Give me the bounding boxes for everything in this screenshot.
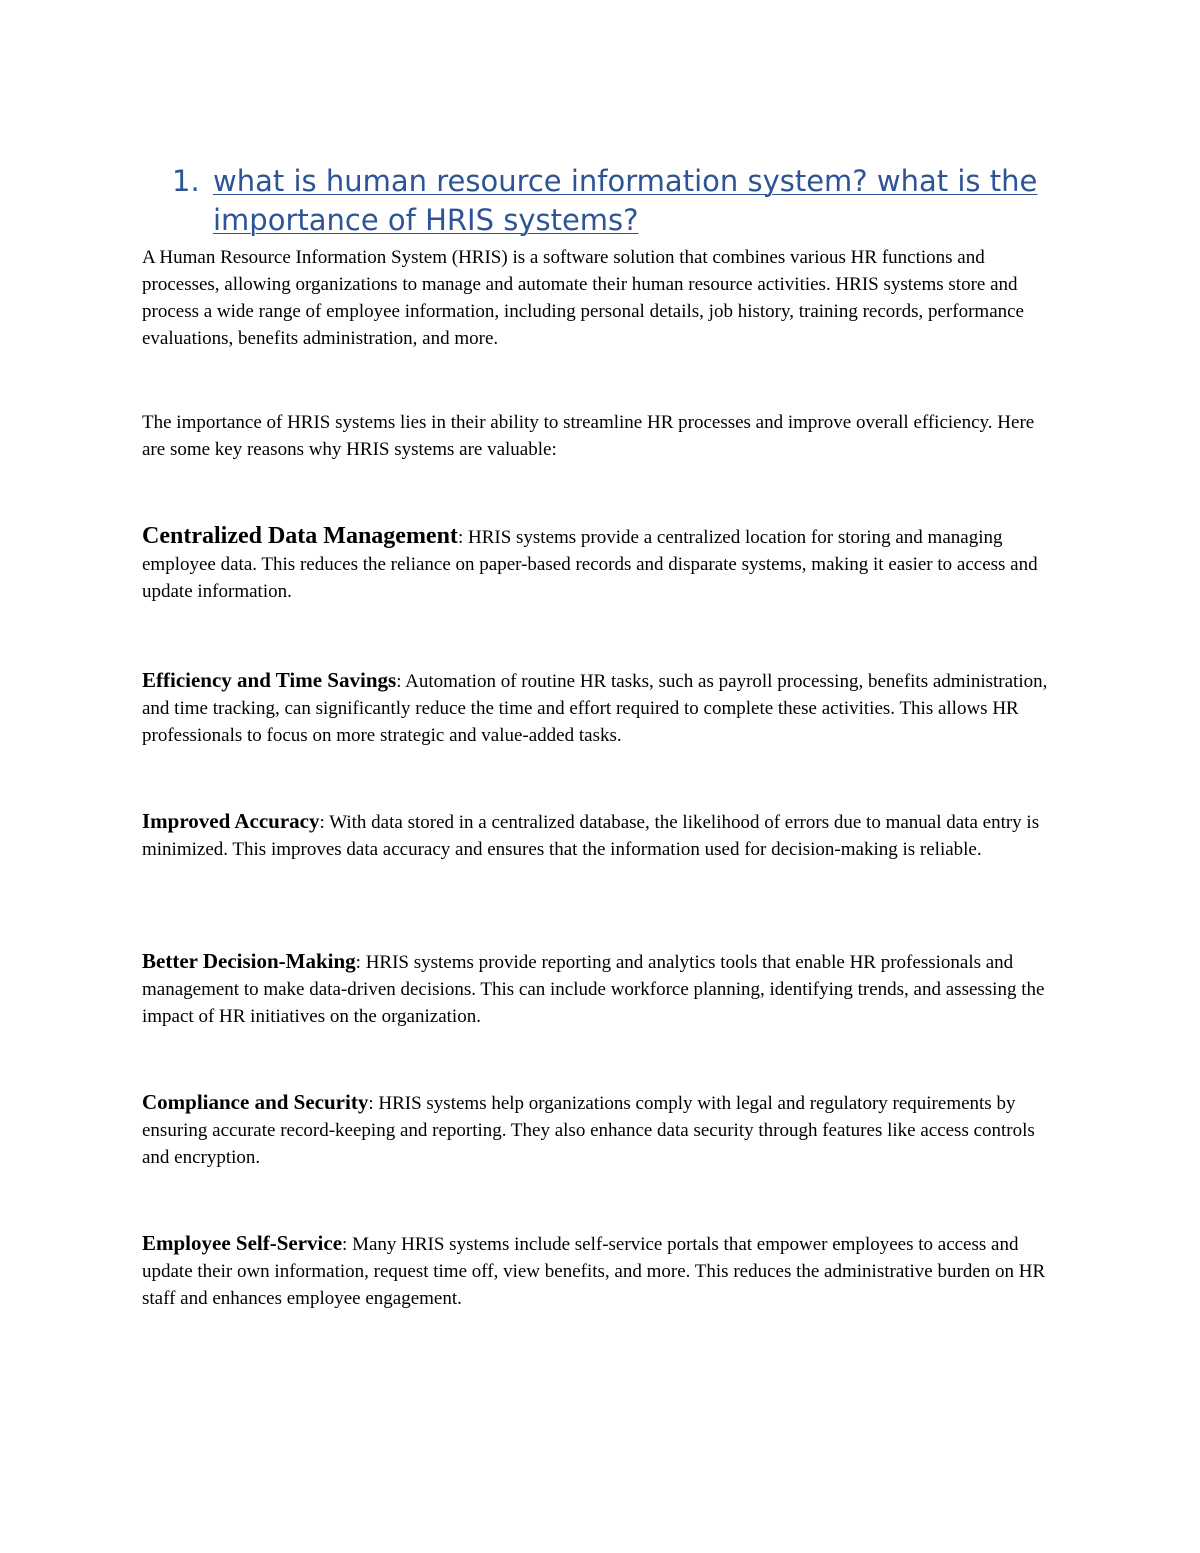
point-separator: : [368, 1093, 374, 1114]
point-term: Efficiency and Time Savings [142, 668, 397, 692]
point-text: HRIS systems help organizations comply with legal and regulatory requirements by ensuring accurate record-keeping and reporting. They also enhance data security through features like access controls and encryption. [142, 1093, 1035, 1168]
point-term: Centralized Data Management [142, 523, 458, 549]
point-separator: : [396, 671, 402, 692]
point-accuracy [142, 808, 1062, 863]
point-text: With data stored in a centralized database, the likelihood of errors due to manual data entry is minimized. This improves data accuracy and ensures that the information used for decision-making is reliable. [142, 812, 1040, 860]
point-decision-making [142, 948, 1062, 1030]
importance-paragraph: The importance of HRIS systems lies in their ability to streamline HR processes and improve overall efficiency. Here are some key reasons why HRIS systems are valuable: [142, 412, 1035, 460]
point-term: Improved Accuracy [142, 809, 320, 833]
point-text: HRIS systems provide reporting and analytics tools that enable HR professionals and management to make data-driven decisions. This can include workforce planning, identifying trends, and assessing the impact of HR initiatives on the organization. [142, 952, 1045, 1027]
point-separator: : [355, 952, 361, 973]
point-separator: : [342, 1234, 348, 1255]
intro-paragraph: A Human Resource Information System (HRIS) is a software solution that combines various HR functions and processes, allowing organizations to manage and automate their human resource activities. HRIS systems store and process a wide range of employee information, including personal details, job history, training records, performance evaluations, benefits administration, and more. [142, 247, 1024, 349]
point-compliance [142, 1089, 1062, 1171]
heading-number: 1. [172, 164, 200, 198]
point-term: Better Decision-Making [142, 949, 356, 973]
point-centralized-data [142, 523, 1062, 605]
point-term: Employee Self-Service [142, 1231, 343, 1255]
point-self-service [142, 1230, 1062, 1312]
heading-text: what is human resource information system? what is the importance of HRIS systems? [213, 164, 1038, 237]
point-text: Automation of routine HR tasks, such as payroll processing, benefits administration, and time tracking, can significantly reduce the time and effort required to complete these activities. This allows HR professionals to focus on more strategic and value-added tasks. [142, 671, 1048, 746]
point-separator: : [319, 812, 325, 833]
point-separator: : [457, 527, 464, 548]
point-efficiency [142, 667, 1062, 749]
point-text: Many HRIS systems include self-service portals that empower employees to access and update their own information, request time off, view benefits, and more. This reduces the administrative burden on HR staff and enhances employee engagement. [142, 1234, 1046, 1309]
point-text: HRIS systems provide a centralized location for storing and managing employee data. This reduces the reliance on paper-based records and disparate systems, making it easier to access and update information. [142, 527, 1038, 602]
point-term: Compliance and Security [142, 1090, 369, 1114]
